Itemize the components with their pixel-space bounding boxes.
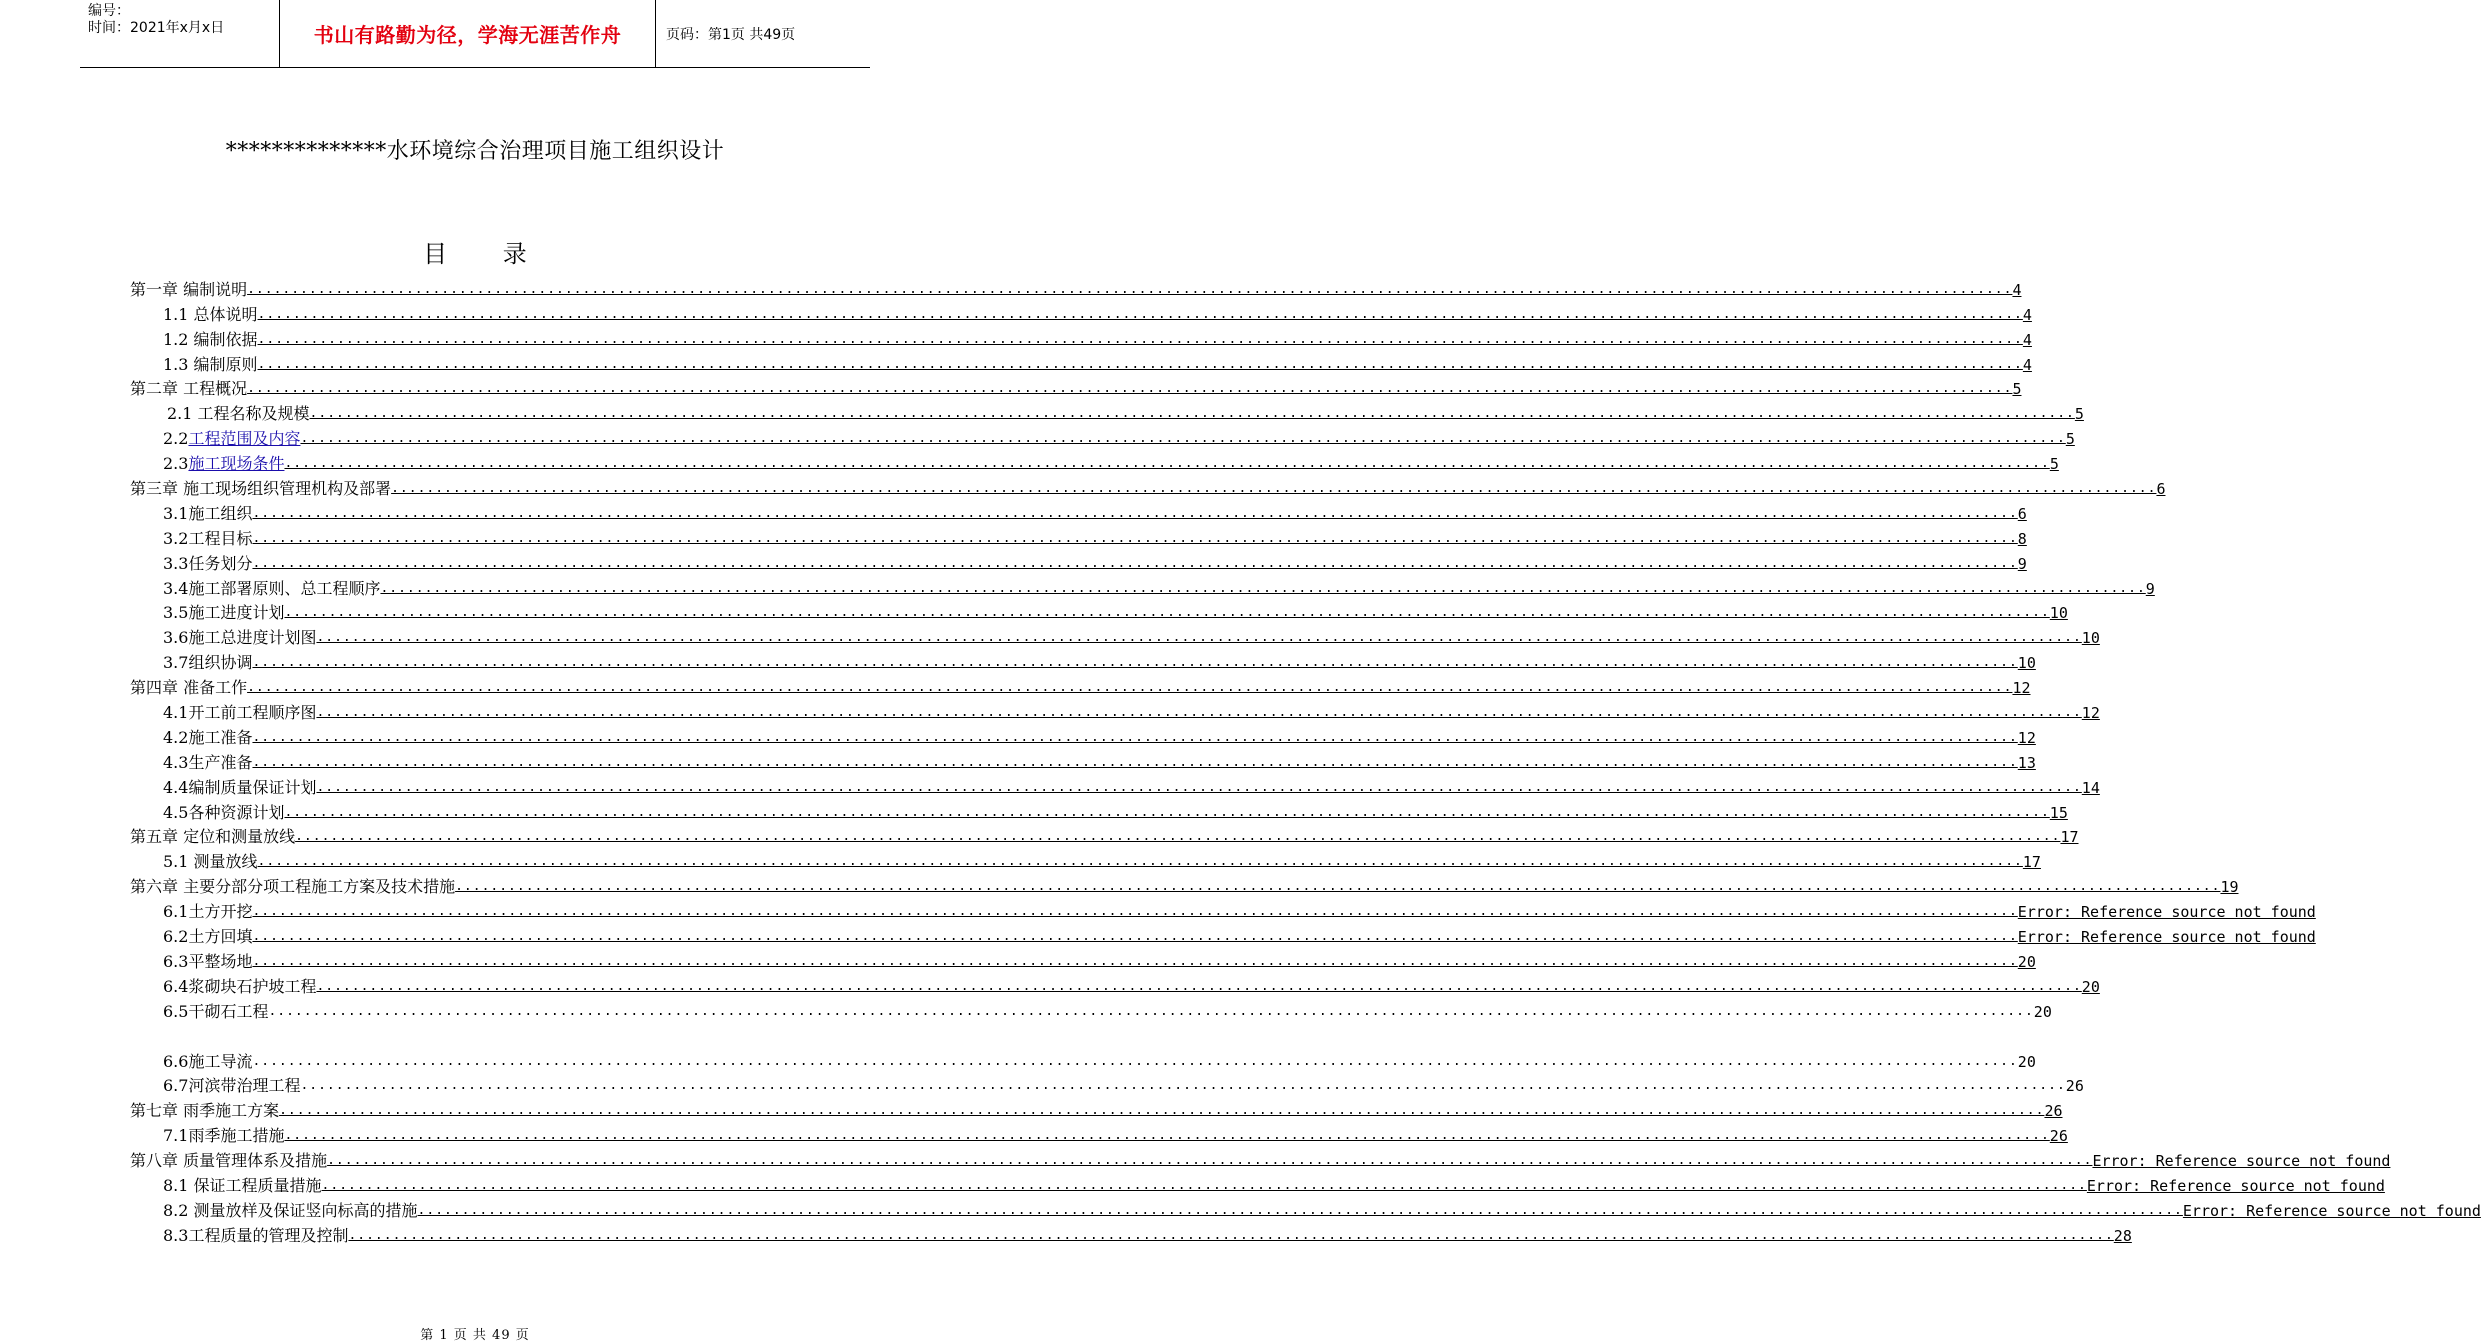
toc-entry-page: 10	[2017, 654, 2036, 673]
toc-entry-page: 4	[2012, 280, 2022, 299]
toc-entry-label: 8.1 保证工程质量措施	[163, 1175, 322, 1195]
toc-entry-page: Error: Reference source not found	[2182, 1201, 2481, 1220]
toc-entry[interactable]	[130, 1096, 2063, 1121]
toc-entry-page: 17	[2022, 853, 2041, 872]
toc-spacer	[130, 1022, 858, 1047]
document-title: **************水环境综合治理项目施工组织设计	[225, 139, 725, 164]
toc-leader-dots: ........................................................................................................................................................................................................	[252, 505, 2018, 521]
toc-entry-link[interactable]: 施工现场条件	[188, 454, 285, 474]
toc-leader-dots: ........................................................................................................................................................................................................	[316, 779, 2082, 795]
toc-leader-dots: ........................................................................................................................................................................................................	[348, 1227, 2114, 1243]
toc-entry-label: 3.6施工总进度计划图	[163, 628, 317, 648]
toc-entry-label: 6.1土方开挖	[163, 902, 253, 922]
toc-entry-label-group	[163, 429, 300, 449]
header-motto: 书山有路勤为径，学海无涯苦作舟	[280, 0, 656, 67]
toc-entry-page: 5	[2012, 380, 2022, 399]
toc-entry-page: 20	[2081, 977, 2100, 996]
toc-entry[interactable]	[130, 474, 2166, 499]
toc-entry[interactable]	[130, 748, 2036, 773]
toc-leader-dots: ........................................................................................................................................................................................................	[252, 754, 2018, 770]
toc-entry-label: 第八章 质量管理体系及措施	[130, 1151, 328, 1171]
toc-leader-dots: ........................................................................................................................................................................................................	[417, 1202, 2183, 1218]
toc-entry-page: 12	[2081, 704, 2100, 723]
toc-entry-page: 8	[2017, 529, 2027, 548]
toc-entry-label: 6.6施工导流	[163, 1051, 253, 1071]
toc-entry-label: 6.3平整场地	[163, 951, 253, 971]
toc-entry-page: 10	[2049, 604, 2068, 623]
toc-entry-label: 第三章 施工现场组织管理机构及部署	[130, 479, 392, 499]
toc-entry-label: 4.4编制质量保证计划	[163, 777, 317, 797]
toc-entry-page: 5	[2074, 405, 2084, 424]
toc-entry-page: 5	[2049, 455, 2059, 474]
toc-entry-label: 4.5各种资源计划	[163, 802, 285, 822]
toc-leader-dots: ........................................................................................................................................................................................................	[252, 929, 2018, 945]
toc-entry-label: 1.1 总体说明	[163, 304, 258, 324]
toc-entry-label: 4.2施工准备	[163, 727, 253, 747]
toc-entry[interactable]	[130, 872, 2239, 897]
toc-entry-page: 26	[2065, 1077, 2084, 1096]
toc-entry[interactable]	[130, 847, 2041, 872]
toc-entry-label: 5.1 测量放线	[163, 852, 258, 872]
toc-entry[interactable]	[130, 499, 2027, 524]
toc-entry-page: 10	[2081, 629, 2100, 648]
toc-entry-label: 第二章 工程概况	[130, 379, 248, 399]
toc-entry-page: 15	[2049, 803, 2068, 822]
toc-leader-dots: ........................................................................................................................................................................................................	[316, 978, 2082, 994]
toc-entry-label: 1.3 编制原则	[163, 354, 258, 374]
toc-entry[interactable]	[130, 798, 2068, 823]
toc-entry-page: 28	[2113, 1226, 2132, 1245]
toc-entry-label: 第五章 定位和测量放线	[130, 827, 296, 847]
toc-leader-dots: ........................................................................................................................................................................................................	[252, 953, 2018, 969]
toc-entry[interactable]	[130, 922, 2316, 947]
toc-entry-page: 14	[2081, 778, 2100, 797]
toc-entry[interactable]	[130, 574, 2155, 599]
toc-entry[interactable]	[130, 375, 2022, 400]
toc-entry-label: 第一章 编制说明	[130, 279, 248, 299]
number-label: 编号：	[88, 3, 130, 19]
toc-entry-label: 6.7河滨带治理工程	[163, 1076, 301, 1096]
toc-entry-label: 3.4施工部署原则、总工程顺序	[163, 578, 381, 598]
toc-leader-dots: ........................................................................................................................................................................................................	[316, 705, 2082, 721]
toc-leader-dots: ........................................................................................................................................................................................................	[309, 406, 2075, 422]
toc-leader-dots: ........................................................................................................................................................................................................	[252, 655, 2018, 671]
toc-entry[interactable]	[130, 673, 2031, 698]
toc-entry-label: 第七章 雨季施工方案	[130, 1101, 280, 1121]
toc-leader-dots: ........................................................................................................................................................................................................	[252, 904, 2018, 920]
toc-entry-page: 20	[2017, 1052, 2036, 1071]
toc-entry-label: 第四章 准备工作	[130, 678, 248, 698]
toc-entry[interactable]	[130, 275, 2022, 300]
toc-entry-page: 12	[2012, 679, 2031, 698]
toc-entry-page: Error: Reference source not found	[2092, 1152, 2391, 1171]
toc-entry[interactable]	[130, 549, 2027, 574]
toc-leader-dots: ........................................................................................................................................................................................................	[455, 879, 2221, 895]
toc-leader-dots: ........................................................................................................................................................................................................	[316, 630, 2082, 646]
toc-entry-page: 9	[2145, 579, 2155, 598]
toc-entry[interactable]	[130, 350, 2032, 375]
toc-entry-label: 2.3	[163, 454, 189, 474]
toc-entry[interactable]	[130, 1171, 2385, 1196]
toc-entry-label: 3.7组织协调	[163, 653, 253, 673]
toc-entry-label: 2.2	[163, 429, 189, 449]
toc-entry[interactable]	[130, 424, 2075, 449]
page-header	[80, 0, 870, 68]
toc-heading: 目 录	[423, 240, 551, 268]
toc-entry-label: 3.1施工组织	[163, 503, 253, 523]
toc-leader-dots: ........................................................................................................................................................................................................	[284, 1128, 2050, 1144]
toc-leader-dots: ........................................................................................................................................................................................................	[257, 306, 2023, 322]
toc-entry-label: 6.5干砌石工程	[163, 1001, 269, 1021]
toc-entry[interactable]	[130, 524, 2027, 549]
toc-entry[interactable]	[130, 997, 2052, 1022]
toc-entry[interactable]	[130, 1221, 2132, 1246]
toc-entry-page: 17	[2060, 828, 2079, 847]
toc-entry[interactable]	[130, 1047, 2036, 1072]
toc-entry[interactable]	[130, 399, 2084, 424]
toc-leader-dots: ........................................................................................................................................................................................................	[300, 431, 2066, 447]
toc-entry-label: 6.4浆砌块石护坡工程	[163, 976, 317, 996]
toc-entry-page: 26	[2044, 1102, 2063, 1121]
toc-entry-page: 12	[2017, 728, 2036, 747]
toc-entry-page: Error: Reference source not found	[2086, 1176, 2385, 1195]
toc-entry[interactable]	[130, 300, 2032, 325]
toc-entry[interactable]	[130, 773, 2100, 798]
toc-leader-dots: ........................................................................................................................................................................................................	[247, 680, 2013, 696]
toc-entry-page: Error: Reference source not found	[2017, 903, 2316, 922]
toc-leader-dots: ........................................................................................................................................................................................................	[321, 1177, 2087, 1193]
toc-leader-dots: ........................................................................................................................................................................................................	[252, 1053, 2018, 1069]
toc-leader-dots: ........................................................................................................................................................................................................	[257, 356, 2023, 372]
toc-entry-label: 7.1雨季施工措施	[163, 1126, 285, 1146]
toc-entry-page: 6	[2156, 480, 2166, 499]
toc-leader-dots: ........................................................................................................................................................................................................	[380, 580, 2146, 596]
toc-leader-dots: ........................................................................................................................................................................................................	[252, 729, 2018, 745]
toc-leader-dots: ........................................................................................................................................................................................................	[247, 381, 2013, 397]
toc-entry[interactable]	[130, 723, 2036, 748]
toc-entry[interactable]	[130, 1072, 2084, 1097]
toc-entry-label: 2.1 工程名称及规模	[167, 404, 310, 424]
toc-leader-dots: ........................................................................................................................................................................................................	[284, 605, 2050, 621]
toc-entry-link[interactable]: 工程范围及内容	[188, 429, 301, 449]
header-meta	[80, 0, 280, 67]
toc-entry-label: 3.5施工进度计划	[163, 603, 285, 623]
toc-entry-label: 6.2土方回填	[163, 927, 253, 947]
toc-leader-dots: ........................................................................................................................................................................................................	[391, 481, 2157, 497]
toc-entry[interactable]	[130, 623, 2100, 648]
toc-entry-page: 4	[2022, 305, 2032, 324]
toc-entry[interactable]	[130, 449, 2059, 474]
toc-entry-page: 19	[2220, 878, 2239, 897]
toc-leader-dots: ........................................................................................................................................................................................................	[268, 1003, 2034, 1019]
toc-entry-label: 4.1开工前工程顺序图	[163, 703, 317, 723]
toc-leader-dots: ........................................................................................................................................................................................................	[295, 829, 2061, 845]
toc-entry[interactable]	[130, 897, 2316, 922]
toc-entry-label: 4.3生产准备	[163, 752, 253, 772]
toc-entry[interactable]	[130, 325, 2032, 350]
toc-entry-label: 3.2工程目标	[163, 528, 253, 548]
toc-entry[interactable]	[130, 1196, 2481, 1221]
toc-entry[interactable]	[130, 698, 2100, 723]
toc-entry-page: 20	[2017, 952, 2036, 971]
toc-entry-label: 3.3任务划分	[163, 553, 253, 573]
toc-entry-page: 6	[2017, 504, 2027, 523]
toc-entry[interactable]	[130, 972, 2100, 997]
toc-leader-dots: ........................................................................................................................................................................................................	[300, 1078, 2066, 1094]
toc-entry-page: Error: Reference source not found	[2017, 928, 2316, 947]
toc-entry[interactable]	[130, 1121, 2068, 1146]
toc-leader-dots: ........................................................................................................................................................................................................	[327, 1153, 2093, 1169]
toc-entry-label: 8.2 测量放样及保证竖向标高的措施	[163, 1200, 418, 1220]
toc-entry-label: 8.3工程质量的管理及控制	[163, 1225, 349, 1245]
toc-entry-label: 1.2 编制依据	[163, 329, 258, 349]
toc-entry-page: 4	[2022, 355, 2032, 374]
toc-entry-page: 5	[2065, 430, 2075, 449]
table-of-contents	[130, 275, 2481, 1246]
toc-entry[interactable]	[130, 648, 2036, 673]
toc-leader-dots: ........................................................................................................................................................................................................	[284, 456, 2050, 472]
toc-entry[interactable]	[130, 823, 2079, 848]
toc-entry-label-group	[163, 454, 284, 474]
page-footer: 第 1 页 共 49 页	[420, 1328, 530, 1343]
toc-entry-page: 13	[2017, 753, 2036, 772]
time-label: 时间：2021年x月x日	[88, 20, 225, 36]
toc-entry-page: 9	[2017, 554, 2027, 573]
toc-entry-page: 20	[2033, 1002, 2052, 1021]
toc-entry[interactable]	[130, 1146, 2391, 1171]
toc-entry-page: 4	[2022, 330, 2032, 349]
toc-entry-label: 第六章 主要分部分项工程施工方案及技术措施	[130, 877, 456, 897]
toc-leader-dots: ........................................................................................................................................................................................................	[257, 331, 2023, 347]
toc-entry[interactable]	[130, 947, 2036, 972]
toc-entry-page: 26	[2049, 1127, 2068, 1146]
toc-entry[interactable]	[130, 599, 2068, 624]
toc-leader-dots: ........................................................................................................................................................................................................	[279, 1103, 2045, 1119]
header-page-info: 页码：第1页 共49页	[666, 26, 796, 43]
toc-leader-dots: ........................................................................................................................................................................................................	[257, 854, 2023, 870]
toc-leader-dots: ........................................................................................................................................................................................................	[252, 530, 2018, 546]
toc-leader-dots: ........................................................................................................................................................................................................	[247, 281, 2013, 297]
toc-leader-dots: ........................................................................................................................................................................................................	[252, 555, 2018, 571]
toc-leader-dots: ........................................................................................................................................................................................................	[284, 804, 2050, 820]
